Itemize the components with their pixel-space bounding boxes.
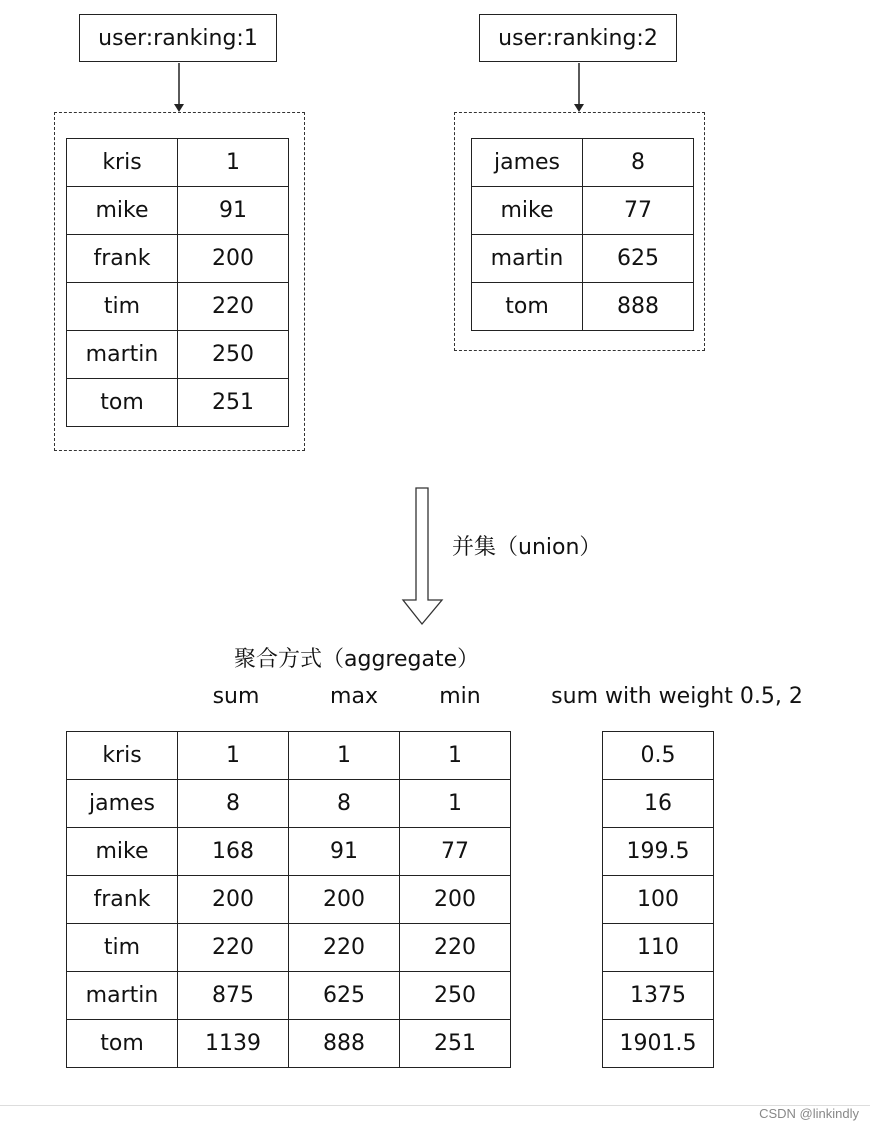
score-cell: 251 — [178, 379, 289, 427]
arrow-to-ranking-1 — [174, 63, 184, 112]
table-row — [67, 379, 289, 427]
score-cell: 200 — [178, 876, 289, 924]
score-cell: 625 — [583, 235, 694, 283]
header-weighted-sum: sum with weight 0.5, 2 — [551, 684, 803, 709]
score-cell: 1 — [178, 732, 289, 780]
union-label: 并集（union） — [452, 535, 602, 560]
table-row — [67, 1020, 511, 1068]
score-cell: 1375 — [603, 972, 714, 1020]
score-cell: 200 — [400, 876, 511, 924]
header-max: max — [330, 684, 378, 709]
score-cell: 1901.5 — [603, 1020, 714, 1068]
member-cell: mike — [472, 187, 583, 235]
score-cell: 1 — [289, 732, 400, 780]
score-cell: 110 — [603, 924, 714, 972]
score-cell: 8 — [289, 780, 400, 828]
table-row — [603, 876, 714, 924]
table-row — [603, 828, 714, 876]
score-cell: 888 — [289, 1020, 400, 1068]
score-cell: 220 — [400, 924, 511, 972]
table-row — [67, 828, 511, 876]
union-hollow-arrow-icon — [403, 488, 442, 624]
member-cell: tim — [67, 283, 178, 331]
score-cell: 220 — [178, 283, 289, 331]
score-cell: 100 — [603, 876, 714, 924]
ranking-1-table — [66, 138, 289, 427]
member-cell: martin — [472, 235, 583, 283]
score-cell: 1 — [178, 139, 289, 187]
score-cell: 1139 — [178, 1020, 289, 1068]
table-row — [67, 187, 289, 235]
table-row — [603, 780, 714, 828]
member-cell: tom — [472, 283, 583, 331]
table-row — [472, 139, 694, 187]
score-cell: 199.5 — [603, 828, 714, 876]
score-cell: 77 — [400, 828, 511, 876]
member-cell: tom — [67, 379, 178, 427]
score-cell: 91 — [178, 187, 289, 235]
score-cell: 250 — [178, 331, 289, 379]
score-cell: 625 — [289, 972, 400, 1020]
table-row — [67, 876, 511, 924]
score-cell: 875 — [178, 972, 289, 1020]
score-cell: 168 — [178, 828, 289, 876]
header-min: min — [439, 684, 481, 709]
ranking-2-table — [471, 138, 694, 331]
key-user-ranking-2: user:ranking:2 — [479, 14, 677, 62]
key-user-ranking-1: user:ranking:1 — [79, 14, 277, 62]
score-cell: 200 — [178, 235, 289, 283]
score-cell: 251 — [400, 1020, 511, 1068]
score-cell: 0.5 — [603, 732, 714, 780]
score-cell: 77 — [583, 187, 694, 235]
member-cell: mike — [67, 828, 178, 876]
table-row — [67, 780, 511, 828]
watermark: CSDN @linkindly — [759, 1106, 859, 1121]
table-row — [603, 732, 714, 780]
table-row — [67, 139, 289, 187]
score-cell: 1 — [400, 780, 511, 828]
score-cell: 8 — [583, 139, 694, 187]
footer-divider — [0, 1105, 870, 1106]
score-cell: 200 — [289, 876, 400, 924]
table-row — [603, 924, 714, 972]
table-row — [67, 331, 289, 379]
member-cell: frank — [67, 876, 178, 924]
arrow-to-ranking-2 — [574, 63, 584, 112]
table-row — [67, 732, 511, 780]
table-row — [603, 1020, 714, 1068]
header-sum: sum — [212, 684, 260, 709]
member-cell: tim — [67, 924, 178, 972]
score-cell: 16 — [603, 780, 714, 828]
score-cell: 1 — [400, 732, 511, 780]
weighted-sum-table — [602, 731, 714, 1068]
member-cell: james — [67, 780, 178, 828]
aggregate-title: 聚合方式（aggregate） — [234, 647, 480, 672]
member-cell: mike — [67, 187, 178, 235]
aggregate-table — [66, 731, 511, 1068]
table-row — [67, 972, 511, 1020]
score-cell: 8 — [178, 780, 289, 828]
member-cell: martin — [67, 972, 178, 1020]
score-cell: 888 — [583, 283, 694, 331]
member-cell: kris — [67, 732, 178, 780]
table-row — [603, 972, 714, 1020]
member-cell: tom — [67, 1020, 178, 1068]
table-row — [472, 187, 694, 235]
table-row — [472, 235, 694, 283]
score-cell: 220 — [289, 924, 400, 972]
member-cell: james — [472, 139, 583, 187]
member-cell: kris — [67, 139, 178, 187]
score-cell: 91 — [289, 828, 400, 876]
member-cell: frank — [67, 235, 178, 283]
score-cell: 220 — [178, 924, 289, 972]
member-cell: martin — [67, 331, 178, 379]
score-cell: 250 — [400, 972, 511, 1020]
table-row — [67, 283, 289, 331]
table-row — [472, 283, 694, 331]
table-row — [67, 924, 511, 972]
table-row — [67, 235, 289, 283]
